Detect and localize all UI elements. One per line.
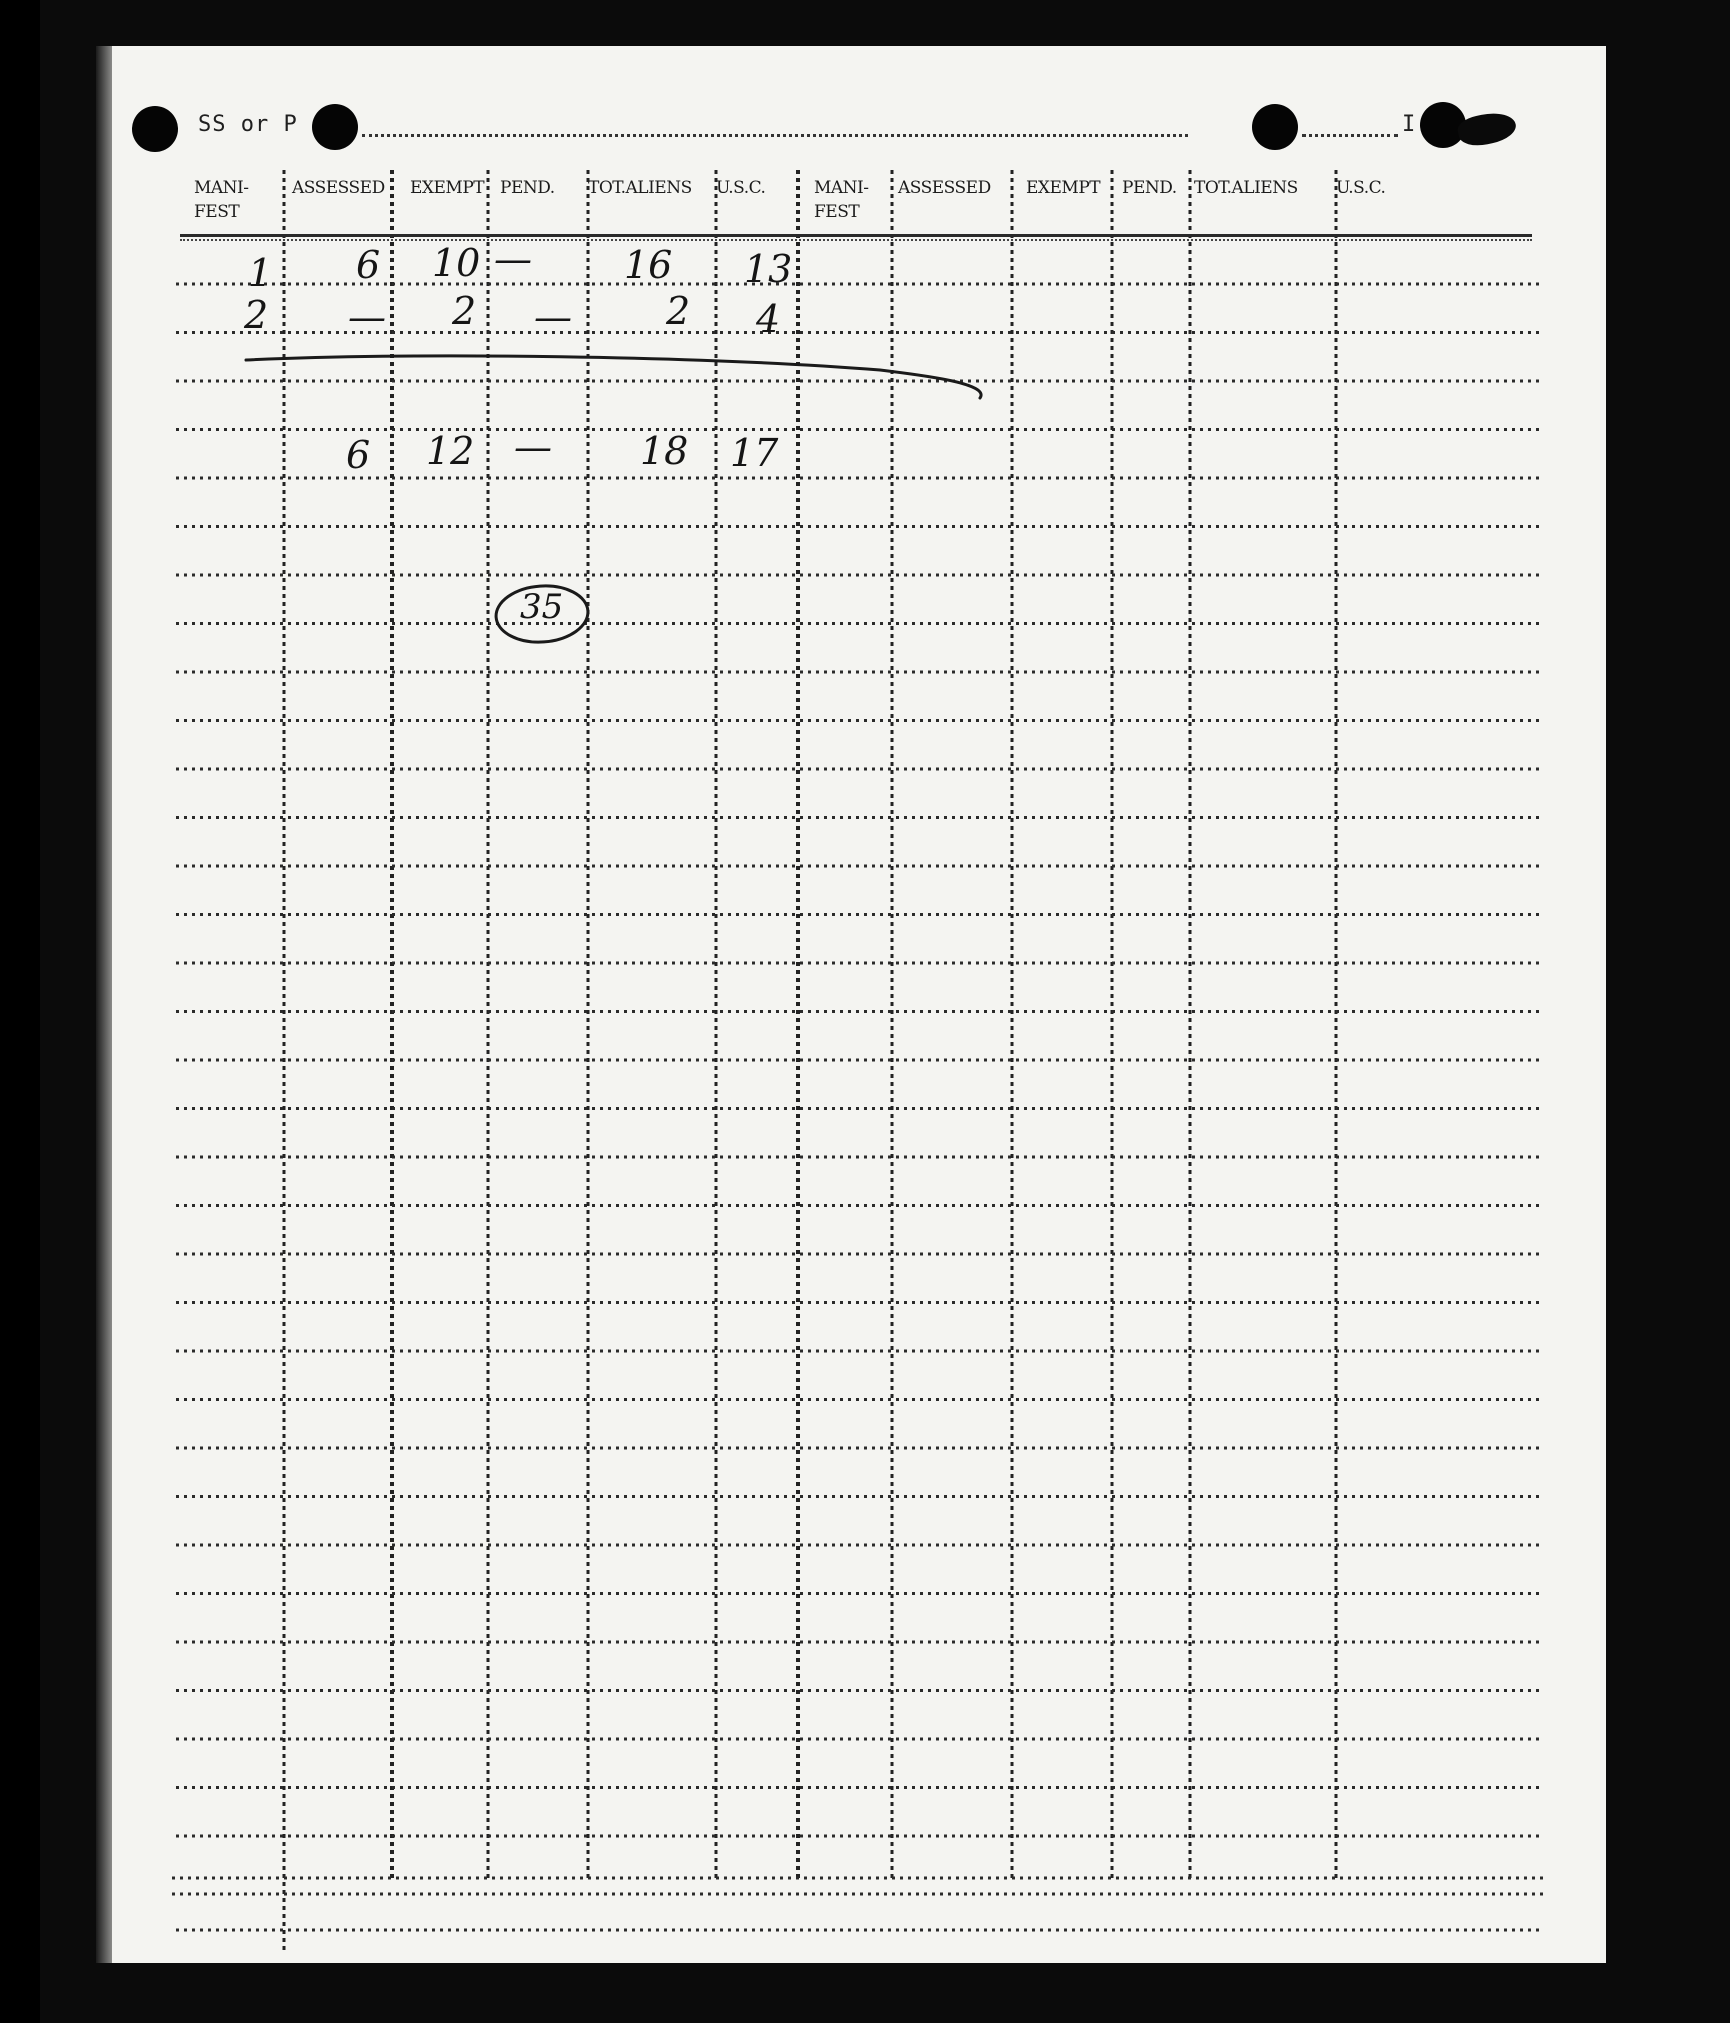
col-manifest: MANI- FEST — [194, 178, 249, 222]
total-pend: — — [514, 425, 552, 469]
col-tot-aliens-2: TOT.ALIENS — [1194, 178, 1298, 198]
col-assessed-2: ASSESSED — [898, 178, 991, 198]
col-pend-2: PEND. — [1122, 178, 1177, 198]
col-exempt: EXEMPT — [410, 178, 485, 198]
row2-manifest: 2 — [244, 293, 269, 337]
col-pend: PEND. — [500, 178, 555, 198]
col-exempt-2: EXEMPT — [1026, 178, 1101, 198]
row1-usc: 13 — [744, 247, 793, 291]
total-tot-aliens: 18 — [640, 429, 689, 473]
col-assessed: ASSESSED — [292, 178, 385, 198]
col-tot-aliens: TOT.ALIENS — [588, 178, 692, 198]
circled-total: 35 — [520, 587, 564, 627]
row1-manifest: 1 — [248, 251, 273, 295]
row2-exempt: 2 — [452, 289, 477, 333]
page-label: I — [1402, 112, 1417, 137]
ship-label: SS or P — [198, 112, 298, 137]
row2-pend: — — [534, 295, 572, 339]
row1-tot-aliens: 16 — [624, 243, 673, 287]
row1-assessed: 6 — [356, 243, 381, 287]
row2-tot-aliens: 2 — [666, 289, 691, 333]
row2-assessed: — — [348, 295, 386, 339]
total-usc: 17 — [730, 431, 779, 475]
row1-pend: — — [494, 237, 532, 281]
row1-exempt: 10 — [432, 241, 481, 285]
col-manifest-2: MANI- FEST — [814, 178, 869, 222]
col-usc-2: U.S.C. — [1336, 178, 1386, 198]
total-exempt: 12 — [426, 429, 475, 473]
row2-usc: 4 — [756, 297, 781, 341]
col-usc: U.S.C. — [716, 178, 766, 198]
total-assessed: 6 — [346, 433, 371, 477]
